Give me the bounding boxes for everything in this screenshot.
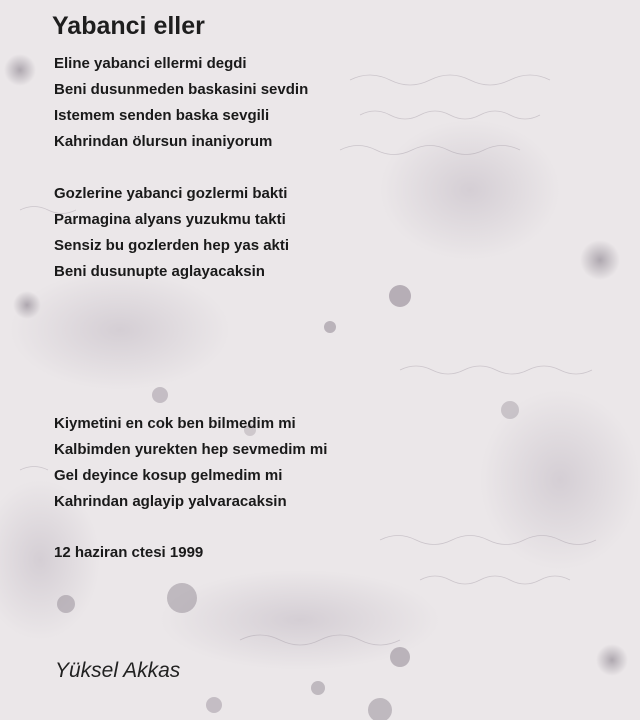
poem-stanza-1 xyxy=(54,51,308,155)
poem-author: Yüksel Akkas xyxy=(55,659,181,682)
poem-line: Parmagina alyans yuzukmu takti xyxy=(54,211,286,228)
poem-line: Istemem senden baska sevgili xyxy=(54,107,270,124)
poem-line: Gel deyince kosup gelmedim mi xyxy=(54,467,283,484)
poem-line: Gozlerine yabanci gozlermi bakti xyxy=(54,185,288,202)
poem-date: 12 haziran ctesi 1999 xyxy=(54,544,204,561)
poem-stanza-2 xyxy=(54,181,289,285)
poem-title: Yabanci eller xyxy=(52,12,205,40)
poem-line: Beni dusunmeden baskasini sevdin xyxy=(54,81,309,98)
poem-line: Sensiz bu gozlerden hep yas akti xyxy=(54,237,290,254)
poem-line: Kiymetini en cok ben bilmedim mi xyxy=(54,415,296,432)
poem-stanza-3 xyxy=(54,411,327,515)
poem-line: Kalbimden yurekten hep sevmedim mi xyxy=(54,441,328,458)
poem-line: Eline yabanci ellermi degdi xyxy=(54,55,247,72)
poem-line: Beni dusunupte aglayacaksin xyxy=(54,263,265,280)
poem-line: Kahrindan aglayip yalvaracaksin xyxy=(54,493,287,510)
poem-line: Kahrindan ölursun inaniyorum xyxy=(54,133,273,150)
